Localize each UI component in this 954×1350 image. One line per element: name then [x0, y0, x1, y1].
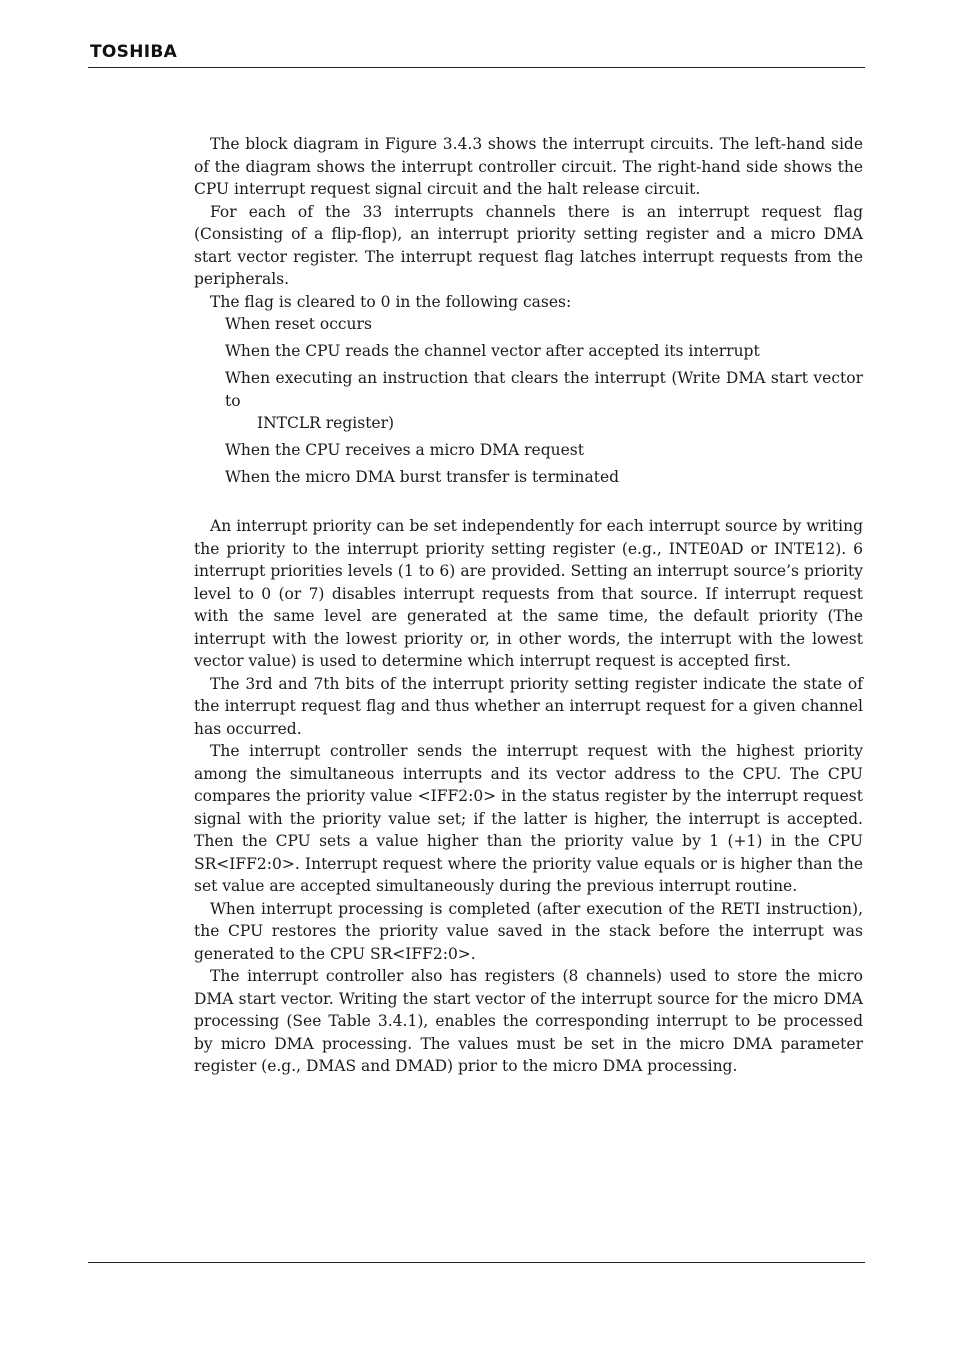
list-item: When the CPU receives a micro DMA request: [225, 441, 584, 459]
footer-rule: [88, 1262, 865, 1263]
header-rule: [88, 67, 865, 68]
paragraph-controller-request: The interrupt controller sends the interrupt request with the highest priority among the simultaneous interrupts and its vector address to the CPU. The CPU compares the priority value <IFF2:0> in the status register by the interrupt request signal with the priority value set; if the latter is higher, the interrupt is accepted. Then the CPU sets a value higher than the priority value by 1 (+1) in the CPU SR<IFF2:0>. Interrupt request where the priority value equals or is higher than the set value are accepted simultaneously during the previous interrupt routine.: [194, 742, 863, 895]
paragraph-priority-bits: The 3rd and 7th bits of the interrupt priority setting register indicate the state of the interrupt request flag and thus whether an interrupt request for a given channel has occurred.: [194, 674, 863, 738]
page-body: [194, 133, 863, 1078]
paragraph-interrupt-channels: For each of the 33 interrupts channels there is an interrupt request flag (Consisting of a flip-flop), an interrupt priority setting register and a micro DMA start vector register. The interrupt request flag latches interrupt requests from the peripherals.: [194, 202, 863, 288]
list-item: When the CPU reads the channel vector after accepted its interrupt: [225, 342, 760, 360]
paragraph-micro-dma: The interrupt controller also has registers (8 channels) used to store the micro DMA start vector. Writing the start vector of the interrupt source for the micro DMA processing (See Table 3.4.1), enables the corresponding interrupt to be processed by micro DMA processing. The values must be set in the micro DMA parameter register (e.g., DMAS and DMAD) prior to the micro DMA processing.: [194, 967, 863, 1075]
paragraph-block-diagram: The block diagram in Figure 3.4.3 shows the interrupt circuits. The left-hand side of the diagram shows the interrupt controller circuit. The right-hand side shows the CPU interrupt request signal circuit and the halt release circuit.: [194, 135, 863, 198]
list-item: When executing an instruction that clears the interrupt (Write DMA start vector to INTCLR register): [225, 367, 863, 435]
paragraph-flag-cleared: The flag is cleared to 0 in the following cases:: [210, 292, 572, 311]
paragraph-priority: An interrupt priority can be set independently for each interrupt source by writing the priority to the interrupt priority setting register (e.g., INTE0AD or INTE12). 6 interrupt priorities levels (1 to 6) are provided. Setting an interrupt source’s priority level to 0 (or 7) disables interrupt requests from that source. If interrupt request with the same level are generated at the same time, the default priority (The interrupt with the lowest priority or, in other words, the interrupt with the lowest vector value) is used to determine which interrupt request is accepted first.: [194, 517, 863, 670]
section-spacer: [194, 493, 863, 515]
list-item-continuation: INTCLR register): [257, 414, 395, 432]
paragraph-processing-completed: When interrupt processing is completed (after execution of the RETI instruction), the CPU restores the priority value saved in the stack before the interrupt was generated to the CPU SR<IFF2:0>.: [194, 899, 863, 963]
list-item: When reset occurs: [225, 315, 372, 333]
clear-cases-list: [194, 313, 863, 489]
brand-logo: TOSHIBA: [90, 42, 178, 62]
list-item: When the micro DMA burst transfer is terminated: [225, 468, 620, 486]
